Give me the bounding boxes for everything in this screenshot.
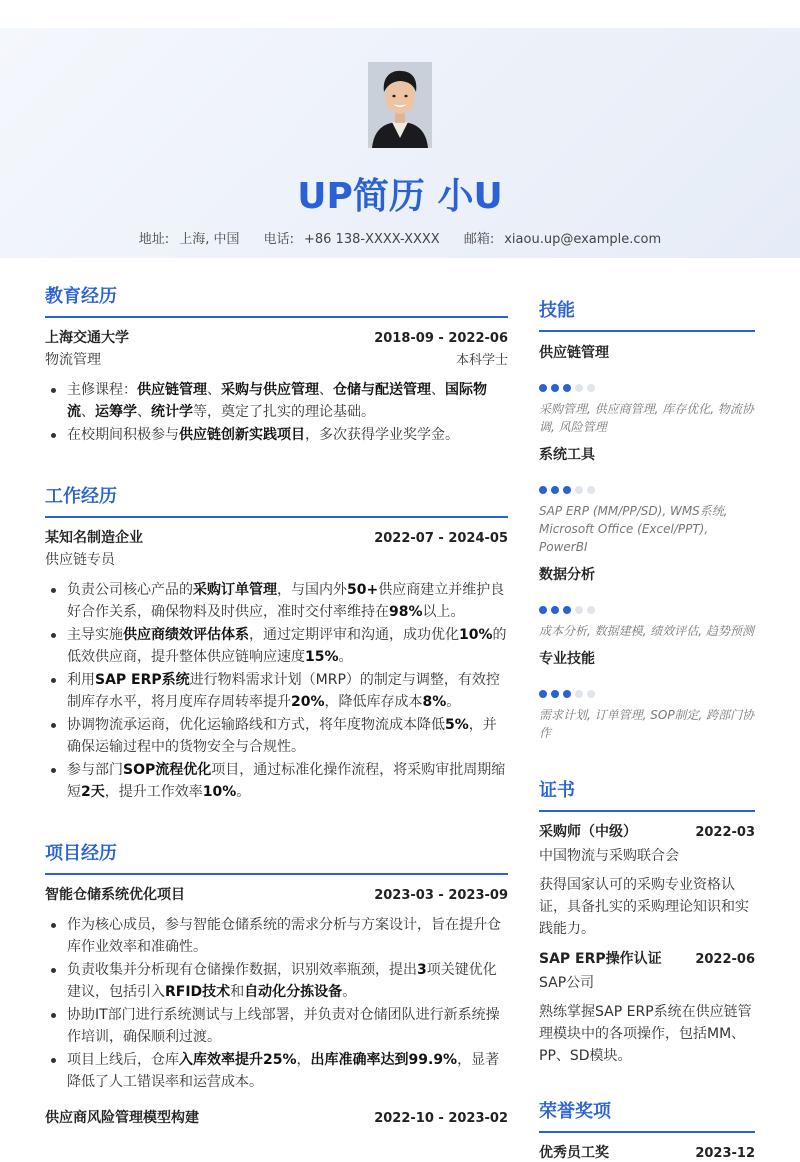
- list-item: 作为核心成员，参与智能仓储系统的需求分析与方案设计，旨在提升仓库作业效率和准确性。: [45, 914, 508, 958]
- project-name: 供应商风险管理模型构建: [45, 1110, 199, 1126]
- degree: 本科学士: [455, 353, 508, 368]
- company-name: 某知名制造企业: [45, 530, 143, 546]
- address-label: 地址:: [138, 232, 170, 247]
- phone-value: +86 138-XXXX-XXXX: [303, 232, 440, 247]
- level-dot-empty: [575, 384, 583, 392]
- skill-description: 采购管理, 供应商管理, 库存优化, 物流协调, 风险管理: [539, 402, 754, 434]
- level-dot-filled: [539, 486, 547, 494]
- level-dot-filled: [551, 384, 559, 392]
- education-date: 2018-09 - 2022-06: [374, 331, 508, 346]
- education-section: [45, 282, 508, 446]
- cert-date: 2022-03: [695, 825, 755, 840]
- profile-photo: [368, 62, 432, 148]
- cert-date: 2022-06: [695, 952, 755, 967]
- section-title-work: 工作经历: [45, 482, 508, 518]
- level-dot-empty: [575, 486, 583, 494]
- list-item: 负责公司核心产品的采购订单管理，与国内外50+供应商建立并维护良好合作关系，确保物料及时供应，准时交付率维持在98%以上。: [45, 579, 508, 623]
- section-title-certs: 证书: [539, 776, 755, 812]
- level-dot-filled: [551, 690, 559, 698]
- cert-issuer: SAP公司: [539, 975, 595, 991]
- list-item: 利用SAP ERP系统进行物料需求计划（MRP）的制定与调整，有效控制库存水平，将月度库存周转率提升20%，降低库存成本8%。: [45, 669, 508, 713]
- honors-section: [539, 1097, 755, 1162]
- skill-level: [539, 384, 755, 392]
- level-dot-filled: [551, 486, 559, 494]
- education-bullets: [45, 379, 508, 446]
- contact-email: [464, 228, 661, 247]
- school-name: 上海交通大学: [45, 330, 129, 346]
- cert-description: 获得国家认可的采购专业资格认证，具备扎实的采购理论知识和实践能力。: [539, 877, 749, 937]
- project-name: 智能仓储系统优化项目: [45, 887, 185, 903]
- skill-description: 成本分析, 数据建模, 绩效评估, 趋势预测: [539, 624, 754, 638]
- level-dot-filled: [539, 690, 547, 698]
- skill-item: [539, 648, 755, 742]
- level-dot-filled: [539, 606, 547, 614]
- skill-level: [539, 606, 755, 614]
- list-item: 协调物流承运商，优化运输路线和方式，将年度物流成本降低5%，并确保运输过程中的货物安全与合规性。: [45, 714, 508, 758]
- address-value: 上海, 中国: [179, 232, 240, 247]
- work-bullets: [45, 579, 508, 803]
- contact-phone: [264, 228, 440, 247]
- project-bullets: [45, 914, 508, 1093]
- skill-name: 数据分析: [539, 567, 595, 583]
- section-title-honors: 荣誉奖项: [539, 1097, 755, 1133]
- level-dot-empty: [575, 606, 583, 614]
- section-title-skills: 技能: [539, 296, 755, 332]
- skill-description: 需求计划, 订单管理, SOP制定, 跨部门协作: [539, 708, 755, 740]
- level-dot-filled: [551, 606, 559, 614]
- skills-section: [539, 296, 755, 742]
- skill-name: 专业技能: [539, 651, 595, 667]
- main-column: [45, 258, 508, 1127]
- honor-date: 2023-12: [695, 1146, 755, 1161]
- certs-section: [539, 776, 755, 1067]
- level-dot-empty: [587, 606, 595, 614]
- cert-issuer: 中国物流与采购联合会: [539, 848, 679, 864]
- level-dot-empty: [587, 384, 595, 392]
- honor-name: 优秀员工奖: [539, 1145, 609, 1161]
- section-title-education: 教育经历: [45, 282, 508, 318]
- skill-level: [539, 690, 755, 698]
- candidate-name: UP简历 小U: [297, 176, 503, 217]
- contact-address: [139, 228, 240, 247]
- level-dot-filled: [539, 384, 547, 392]
- list-item: 主修课程：供应链管理、采购与供应管理、仓储与配送管理、国际物流、运筹学、统计学等，奠定了扎实的理论基础。: [45, 379, 508, 423]
- list-item: 参与部门SOP流程优化项目，通过标准化操作流程，将采购审批周期缩短2天，提升工作效率10%。: [45, 759, 508, 803]
- level-dot-filled: [563, 486, 571, 494]
- skill-item: [539, 444, 755, 556]
- email-value: xiaou.up@example.com: [504, 232, 662, 247]
- project-date: 2022-10 - 2023-02: [374, 1111, 508, 1126]
- list-item: 主导实施供应商绩效评估体系，通过定期评审和沟通，成功优化10%的低效供应商，提升整体供应链响应速度15%。: [45, 624, 508, 668]
- level-dot-filled: [563, 690, 571, 698]
- level-dot-filled: [563, 606, 571, 614]
- job-role: 供应链专员: [45, 552, 115, 568]
- major: 物流管理: [45, 352, 101, 368]
- cert-name: SAP ERP操作认证: [539, 951, 662, 967]
- list-item: 协助IT部门进行系统测试与上线部署，并负责对仓储团队进行新系统操作培训，确保顺利过渡。: [45, 1004, 508, 1048]
- sidebar-column: [539, 258, 755, 1162]
- section-title-projects: 项目经历: [45, 839, 508, 875]
- skill-name: 系统工具: [539, 447, 595, 463]
- work-date: 2022-07 - 2024-05: [374, 531, 508, 546]
- level-dot-empty: [575, 690, 583, 698]
- list-item: 在校期间积极参与供应链创新实践项目，多次获得学业奖学金。: [45, 424, 508, 446]
- level-dot-filled: [563, 384, 571, 392]
- project-date: 2023-03 - 2023-09: [374, 888, 508, 903]
- cert-name: 采购师（中级）: [539, 824, 637, 840]
- avatar-icon: [368, 62, 432, 148]
- phone-label: 电话:: [263, 232, 294, 247]
- projects-section: [45, 839, 508, 1127]
- cert-description: 熟练掌握SAP ERP系统在供应链管理模块中的各项操作，包括MM、PP、SD模块。: [539, 1004, 752, 1064]
- level-dot-empty: [587, 690, 595, 698]
- skill-name: 供应链管理: [539, 345, 609, 361]
- list-item: 项目上线后，仓库入库效率提升25%，出库准确率达到99.9%，显著降低了人工错误率和运营成本。: [45, 1049, 508, 1093]
- list-item: 负责收集并分析现有仓储操作数据，识别效率瓶颈，提出3项关键优化建议，包括引入RFID技术和自动化分拣设备。: [45, 959, 508, 1003]
- skill-description: SAP ERP (MM/PP/SD), WMS系统, Microsoft Office (Excel/PPT), PowerBI: [539, 504, 728, 554]
- work-section: [45, 482, 508, 803]
- resume-header: [0, 28, 800, 258]
- skill-item: [539, 564, 755, 640]
- email-label: 邮箱:: [463, 232, 495, 247]
- level-dot-empty: [587, 486, 595, 494]
- skill-level: [539, 486, 755, 494]
- contact-info: [0, 228, 800, 247]
- skill-item: [539, 342, 755, 436]
